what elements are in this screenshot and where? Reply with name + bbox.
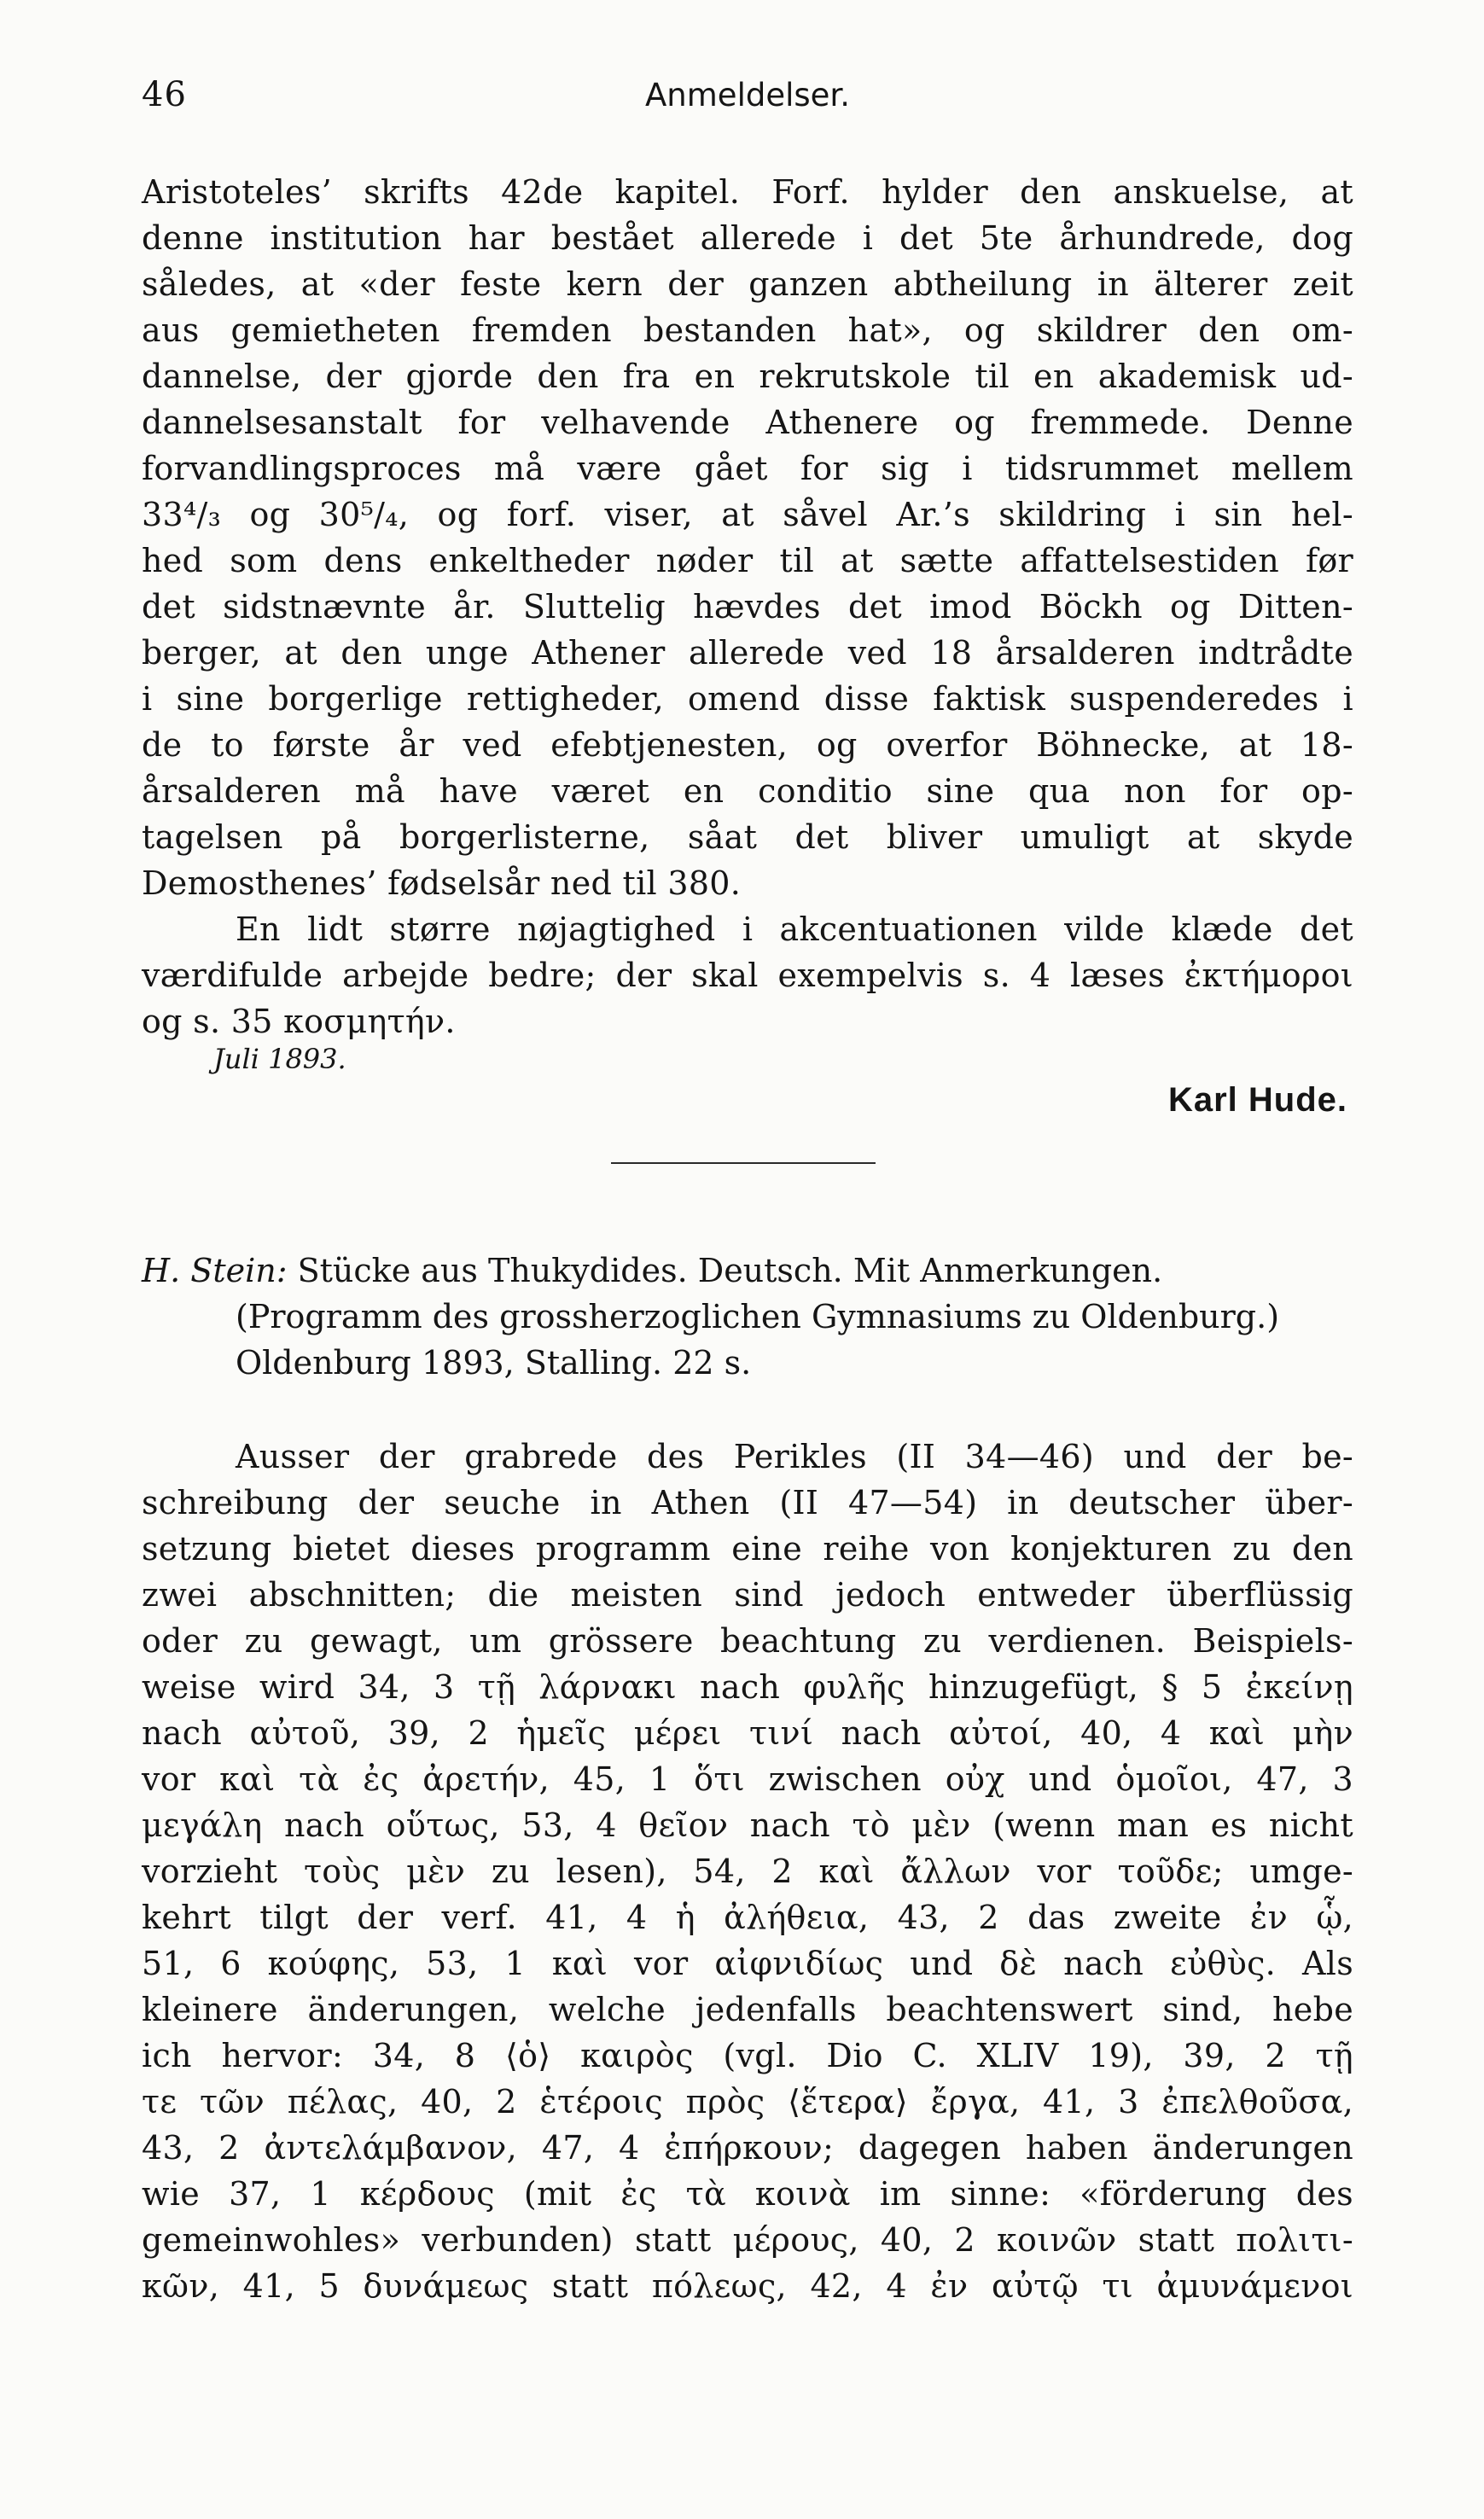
review-1-body (142, 169, 1353, 1044)
reference-title: Stücke aus Thukydides. Deutsch. Mit Anmerkungen. (297, 1252, 1163, 1289)
text-line: således, at «der feste kern der ganzen abtheilung in älterer zeit (142, 265, 1353, 303)
text-line: det sidstnævnte år. Sluttelig hævdes det imod Böckh og Ditten- (142, 588, 1353, 625)
text-line: oder zu gewagt, um grössere beachtung zu verdienen. Beispiels- (142, 1622, 1353, 1660)
text-line: i sine borgerlige rettigheder, omend disse faktisk suspenderedes i (142, 680, 1353, 718)
review-date: Juli 1893. (213, 1043, 346, 1075)
text-line: gemeinwohles» verbunden) statt μέρους, 40, 2 κοινῶν statt πολιτι- (142, 2221, 1353, 2259)
text-line: ich hervor: 34, 8 ⟨ὁ⟩ καιρὸς (vgl. Dio C. XLIV 19), 39, 2 τῇ (142, 2037, 1353, 2074)
reference-line (142, 1248, 1353, 1294)
text-line: og s. 35 κοσμητήν. (142, 1003, 456, 1040)
text-line: årsalderen må have været en conditio sine qua non for op- (142, 772, 1353, 810)
page-header (142, 75, 1353, 126)
text-line: kehrt tilgt der verf. 41, 4 ἡ ἀλήθεια, 43, 2 das zweite ἐν ᾧ, (142, 1899, 1353, 1936)
text-line: 51, 6 κούφης, 53, 1 καὶ vor αἰφνιδίως und δὲ nach εὐθὺς. Als (142, 1945, 1353, 1982)
page-number: 46 (142, 75, 187, 114)
text-line: Ausser der grabrede des Perikles (II 34—46) und der be- (236, 1438, 1353, 1475)
text-line: nach αὐτοῦ, 39, 2 ἡμεῖς μέρει τινί nach αὐτοί, 40, 4 καὶ μὴν (142, 1714, 1353, 1752)
text-line: kleinere änderungen, welche jedenfalls beachtenswert sind, hebe (142, 1991, 1353, 2028)
text-line: tagelsen på borgerlisterne, såat det bliver umuligt at skyde (142, 818, 1353, 856)
text-line: de to første år ved efebtjenesten, og overfor Böhnecke, at 18- (142, 726, 1353, 764)
text-line: schreibung der seuche in Athen (II 47—54) in deutscher über- (142, 1484, 1353, 1521)
text-line: setzung bietet dieses programm eine reihe von konjekturen zu den (142, 1530, 1353, 1568)
text-line: Aristoteles’ skrifts 42de kapitel. Forf. hylder den anskuelse, at (142, 173, 1353, 211)
review-2-reference (142, 1248, 1353, 1386)
text-line: dannelsesanstalt for velhavende Athenere og fremmede. Denne (142, 404, 1353, 441)
text-line: wie 37, 1 κέρδους (mit ἐς τὰ κοινὰ im sinne: «förderung des (142, 2175, 1353, 2213)
text-line: κῶν, 41, 5 δυνάμεως statt πόλεως, 42, 4 ἐν αὐτῷ τι ἀμυνάμενοι (142, 2267, 1353, 2305)
reference-line: Oldenburg 1893, Stalling. 22 s. (236, 1344, 752, 1382)
text-line: forvandlingsproces må være gået for sig i tidsrummet mellem (142, 450, 1353, 487)
review-2-body (142, 1434, 1353, 2309)
text-line: aus gemietheten fremden bestanden hat», og skildrer den om- (142, 311, 1353, 349)
text-line: berger, at den unge Athener allerede ved 18 årsalderen indtrådte (142, 634, 1353, 672)
text-line: 43, 2 ἀντελάμβανον, 47, 4 ἐπήρκουν; dagegen haben änderungen (142, 2129, 1353, 2167)
reviewer-signature: Karl Hude. (1167, 1081, 1347, 1119)
text-line: τε τῶν πέλας, 40, 2 ἑτέροις πρὸς ⟨ἕτερα⟩ ἔργα, 41, 3 ἐπελθοῦσα, (142, 2083, 1353, 2120)
text-line: μεγάλη nach οὕτως, 53, 4 θεῖον nach τὸ μὲν (wenn man es nicht (142, 1806, 1353, 1844)
reference-author: H. Stein: (142, 1252, 288, 1289)
text-line: dannelse, der gjorde den fra en rekrutskole til en akademisk ud- (142, 358, 1353, 395)
text-line: 33⁴/₃ og 30⁵/₄, og forf. viser, at såvel Ar.’s skildring i sin hel- (142, 496, 1353, 533)
text-line: zwei abschnitten; die meisten sind jedoch entweder überflüssig (142, 1576, 1353, 1614)
text-line: vorzieht τοὺς μὲν zu lesen), 54, 2 καὶ ἄλλων vor τοῦδε; umge- (142, 1853, 1353, 1890)
text-line: denne institution har bestået allerede i det 5te århundrede, dog (142, 219, 1353, 257)
reference-line: (Programm des grossherzoglichen Gymnasiums zu Oldenburg.) (236, 1298, 1280, 1335)
text-line: weise wird 34, 3 τῇ λάρνακι nach φυλῆς hinzugefügt, § 5 ἐκείνῃ (142, 1668, 1353, 1706)
text-line: hed som dens enkeltheder nøder til at sætte affattelsestiden før (142, 542, 1353, 579)
text-line: En lidt større nøjagtighed i akcentuationen vilde klæde det (236, 910, 1353, 948)
text-line: Demosthenes’ fødselsår ned til 380. (142, 864, 742, 902)
text-line: vor καὶ τὰ ἐς ἀρετήν, 45, 1 ὅτι zwischen οὐχ und ὁμοῖοι, 47, 3 (142, 1760, 1353, 1798)
section-divider (611, 1162, 876, 1164)
text-line: værdifulde arbejde bedre; der skal exempelvis s. 4 læses ἐκτήμοροι (142, 957, 1353, 994)
running-title: Anmeldelser. (645, 77, 850, 113)
